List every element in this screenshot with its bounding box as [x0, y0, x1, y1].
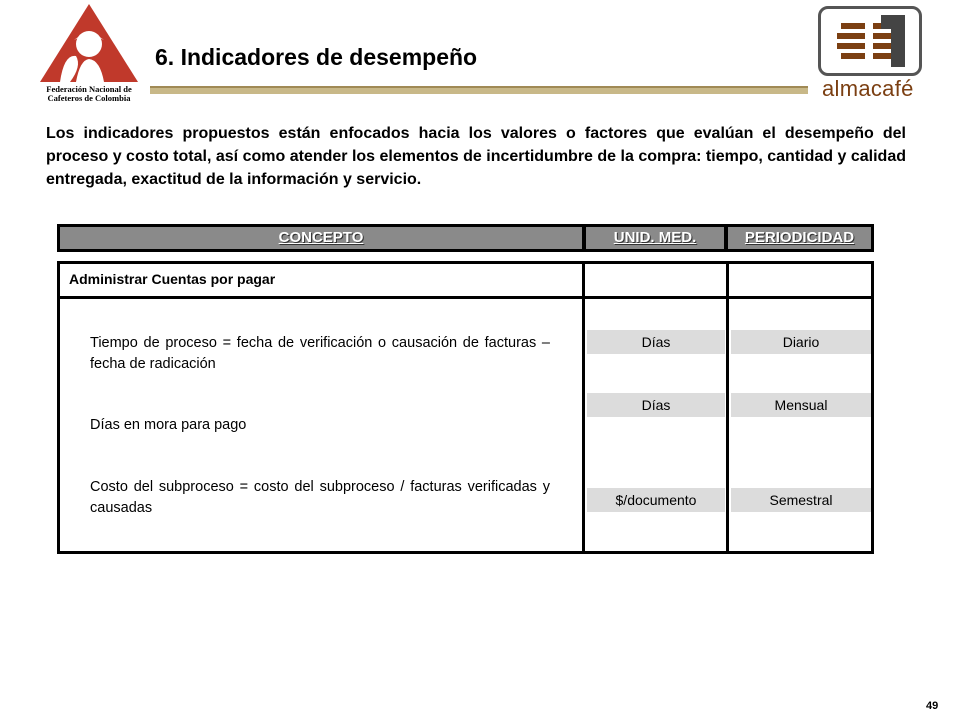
table-row-concepto: Días en mora para pago [90, 417, 247, 433]
table-row-periodicidad: Semestral [731, 488, 871, 512]
table-row-unidad: Días [587, 393, 725, 417]
table-row-unidad: Días [587, 330, 725, 354]
table-row-concepto: Costo del subproceso = costo del subproceso / facturas verificadas y causadas [90, 479, 550, 516]
title-underline [150, 86, 808, 94]
indicators-table [57, 261, 874, 554]
svg-text:Cafeteros de Colombia: Cafeteros de Colombia [47, 93, 131, 103]
table-row-unidad: $/documento [587, 488, 725, 512]
table-row-periodicidad: Mensual [731, 393, 871, 417]
table-row-periodicidad: Diario [731, 330, 871, 354]
intro-paragraph: Los indicadores propuestos están enfocados hacia los valores o factores que evalúan el desempeño del proceso y costo total, así como atender los elementos de incertidumbre de la compra: tiempo, cantidad y calidad entregada, exactitud de la información y servicio. [46, 125, 906, 188]
column-header-unidad: UNID. MED. [583, 224, 727, 252]
table-row-concepto: Tiempo de proceso = fecha de verificación o causación de facturas – fecha de radicación [90, 335, 550, 372]
almacafe-wordmark: almacafé [822, 76, 914, 101]
section-divider [60, 296, 871, 299]
column-divider [726, 264, 729, 551]
fnc-logo [30, 4, 148, 104]
table-header [57, 224, 874, 252]
section-title: Administrar Cuentas por pagar [69, 271, 276, 287]
column-divider [582, 264, 585, 551]
page-number: 49 [926, 700, 939, 712]
almacafe-logo [818, 6, 922, 76]
page-title: 6. Indicadores de desempeño [155, 44, 478, 70]
almacafe-mark-icon [821, 9, 919, 73]
column-header-periodicidad: PERIODICIDAD [725, 224, 874, 252]
column-header-concepto: CONCEPTO [57, 224, 585, 252]
svg-text:Federación Nacional de: Federación Nacional de [46, 84, 132, 94]
